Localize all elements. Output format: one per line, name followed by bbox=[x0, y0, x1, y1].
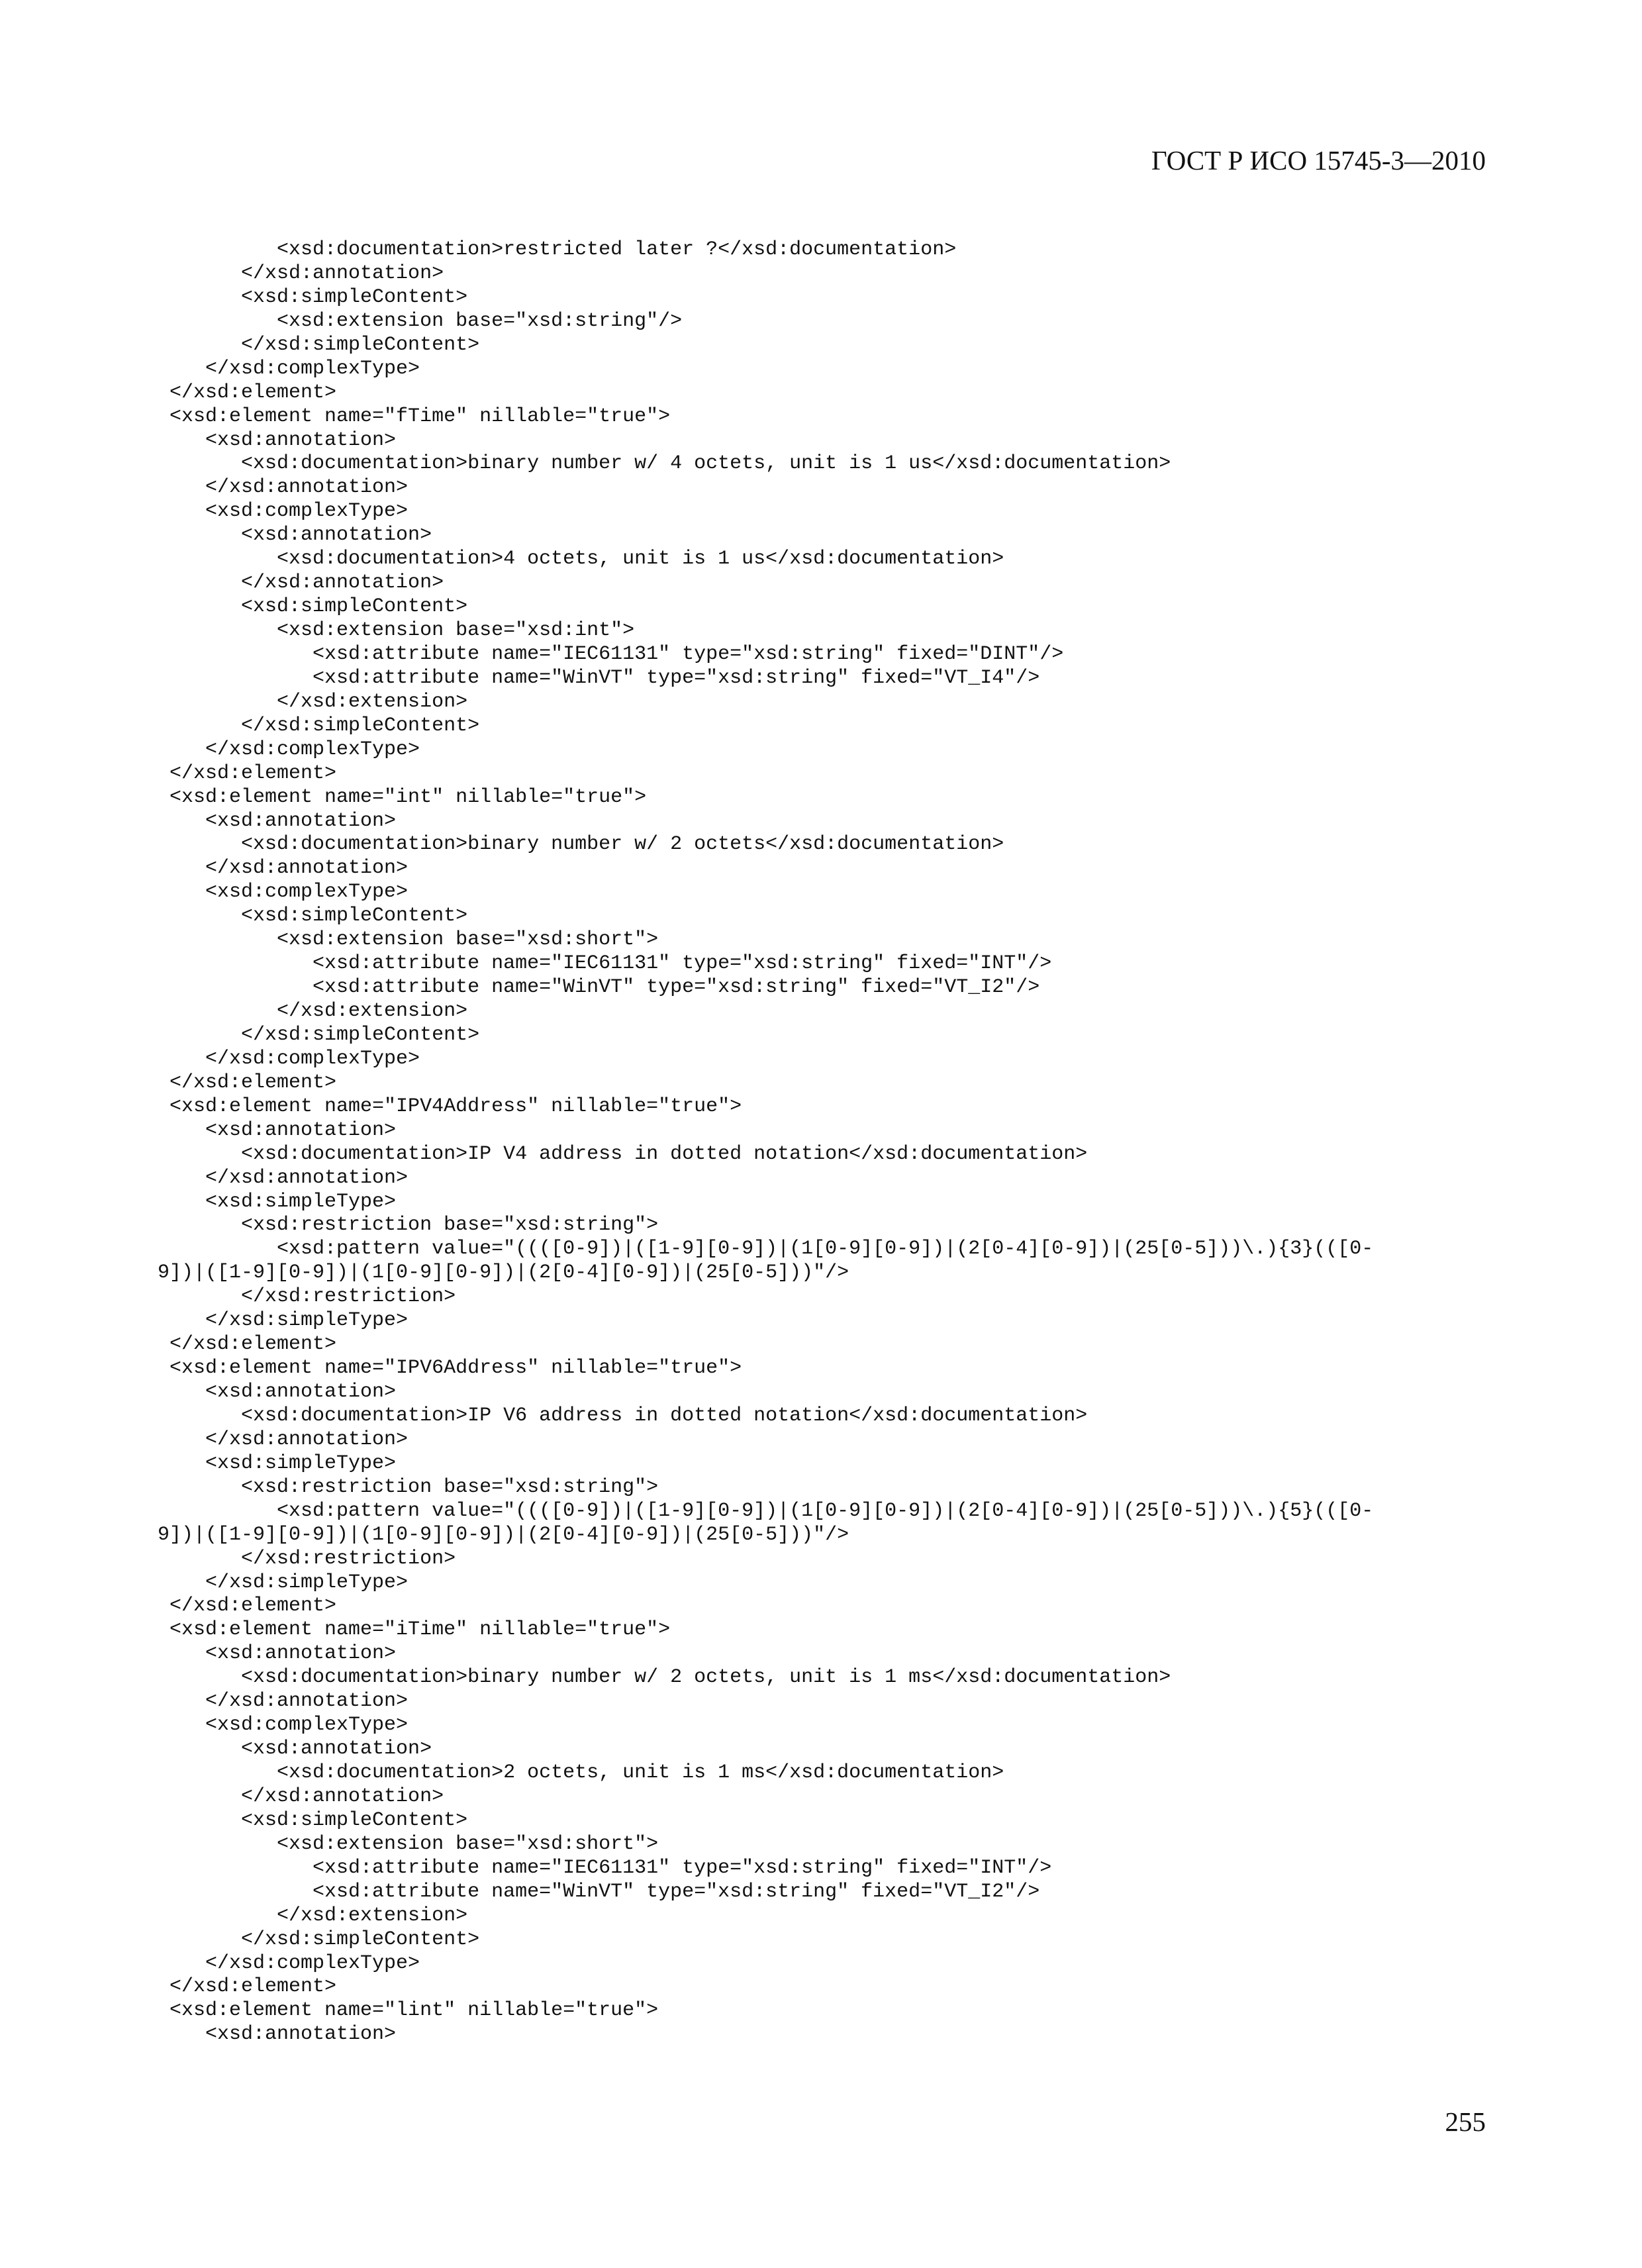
code-line: <xsd:complexType> bbox=[158, 881, 409, 904]
code-line: <xsd:pattern value="((([0-9])|([1-9][0-9])|(1[0-9][0-9])|(2[0-4][0-9])|(25[0-5]))\.){3}(([0- bbox=[158, 1238, 1374, 1261]
code-line: <xsd:simpleContent> bbox=[158, 595, 468, 618]
code-line: </xsd:complexType> bbox=[158, 738, 420, 761]
code-line: </xsd:annotation> bbox=[158, 571, 444, 595]
code-line: </xsd:simpleType> bbox=[158, 1309, 409, 1332]
code-line: <xsd:attribute name="WinVT" type="xsd:string" fixed="VT_I4"/> bbox=[158, 666, 1040, 689]
code-line: </xsd:restriction> bbox=[158, 1285, 456, 1308]
code-line: <xsd:element name="lint" nillable="true"> bbox=[158, 1999, 659, 2022]
code-line: <xsd:annotation> bbox=[158, 809, 397, 832]
code-line: <xsd:complexType> bbox=[158, 500, 409, 523]
code-line: </xsd:element> bbox=[158, 1595, 337, 1618]
code-line: </xsd:annotation> bbox=[158, 857, 409, 880]
code-line: </xsd:extension> bbox=[158, 1904, 468, 1927]
code-line: </xsd:element> bbox=[158, 1975, 337, 1998]
code-line: <xsd:documentation>binary number w/ 2 octets</xsd:documentation> bbox=[158, 833, 1004, 856]
document-header-code: ГОСТ Р ИСО 15745-3—2010 bbox=[1151, 145, 1486, 175]
code-line: </xsd:complexType> bbox=[158, 1047, 420, 1070]
code-line: <xsd:extension base="xsd:short"> bbox=[158, 1832, 659, 1855]
code-line: <xsd:pattern value="((([0-9])|([1-9][0-9])|(1[0-9][0-9])|(2[0-4][0-9])|(25[0-5]))\.){5}(([0- bbox=[158, 1499, 1374, 1522]
xml-schema-code-listing bbox=[158, 238, 1373, 2047]
code-line: <xsd:simpleType> bbox=[158, 1452, 397, 1475]
code-line: <xsd:element name="IPV4Address" nillable="true"> bbox=[158, 1095, 742, 1118]
code-line: <xsd:element name="IPV6Address" nillable="true"> bbox=[158, 1357, 742, 1380]
code-line: <xsd:documentation>IP V6 address in dotted notation</xsd:documentation> bbox=[158, 1404, 1088, 1427]
code-line: </xsd:restriction> bbox=[158, 1547, 456, 1570]
code-line: <xsd:documentation>2 octets, unit is 1 ms</xsd:documentation> bbox=[158, 1761, 1004, 1784]
code-line: <xsd:simpleContent> bbox=[158, 905, 468, 928]
code-line: </xsd:annotation> bbox=[158, 476, 409, 499]
code-line: </xsd:annotation> bbox=[158, 1428, 409, 1451]
code-line: </xsd:annotation> bbox=[158, 1785, 444, 1808]
code-line: <xsd:simpleContent> bbox=[158, 285, 468, 309]
code-line: <xsd:attribute name="IEC61131" type="xsd:string" fixed="DINT"/> bbox=[158, 642, 1064, 666]
code-line: <xsd:annotation> bbox=[158, 1118, 397, 1142]
code-line: 9])|([1-9][0-9])|(1[0-9][0-9])|(2[0-4][0-9])|(25[0-5]))"/> bbox=[158, 1261, 849, 1285]
code-line: <xsd:annotation> bbox=[158, 2023, 397, 2046]
code-line: </xsd:annotation> bbox=[158, 1166, 409, 1189]
code-line: <xsd:simpleType> bbox=[158, 1190, 397, 1213]
code-line: </xsd:element> bbox=[158, 381, 337, 404]
code-line: <xsd:annotation> bbox=[158, 524, 432, 547]
code-line: </xsd:complexType> bbox=[158, 1951, 420, 1975]
code-line: <xsd:complexType> bbox=[158, 1714, 409, 1737]
code-line: <xsd:documentation>binary number w/ 2 octets, unit is 1 ms</xsd:documentation> bbox=[158, 1666, 1171, 1689]
page-number: 255 bbox=[1445, 2106, 1486, 2137]
code-line: <xsd:attribute name="IEC61131" type="xsd:string" fixed="INT"/> bbox=[158, 1856, 1052, 1879]
code-line: </xsd:annotation> bbox=[158, 262, 444, 285]
code-line: <xsd:element name="fTime" nillable="true"> bbox=[158, 405, 671, 428]
code-line: <xsd:documentation>4 octets, unit is 1 us</xsd:documentation> bbox=[158, 548, 1004, 571]
code-line: <xsd:extension base="xsd:string"/> bbox=[158, 309, 683, 332]
code-line: <xsd:attribute name="WinVT" type="xsd:string" fixed="VT_I2"/> bbox=[158, 1880, 1040, 1903]
code-line: </xsd:extension> bbox=[158, 690, 468, 713]
code-line: </xsd:simpleType> bbox=[158, 1571, 409, 1594]
code-line: <xsd:simpleContent> bbox=[158, 1808, 468, 1832]
code-line: <xsd:restriction base="xsd:string"> bbox=[158, 1214, 659, 1237]
code-line: </xsd:simpleContent> bbox=[158, 1023, 480, 1046]
code-line: 9])|([1-9][0-9])|(1[0-9][0-9])|(2[0-4][0-9])|(25[0-5]))"/> bbox=[158, 1523, 849, 1546]
code-line: <xsd:extension base="xsd:int"> bbox=[158, 619, 635, 642]
code-line: </xsd:extension> bbox=[158, 1000, 468, 1022]
code-line: </xsd:complexType> bbox=[158, 357, 420, 380]
code-line: <xsd:attribute name="WinVT" type="xsd:string" fixed="VT_I2"/> bbox=[158, 976, 1040, 999]
code-line: </xsd:element> bbox=[158, 762, 337, 785]
code-line: </xsd:simpleContent> bbox=[158, 1928, 480, 1951]
code-line: <xsd:annotation> bbox=[158, 428, 397, 452]
code-line: <xsd:annotation> bbox=[158, 1642, 397, 1665]
code-line: <xsd:element name="int" nillable="true"> bbox=[158, 785, 647, 809]
code-line: <xsd:documentation>IP V4 address in dotted notation</xsd:documentation> bbox=[158, 1142, 1088, 1165]
code-line: <xsd:extension base="xsd:short"> bbox=[158, 928, 659, 952]
code-line: <xsd:annotation> bbox=[158, 1381, 397, 1403]
code-line: <xsd:element name="iTime" nillable="true"> bbox=[158, 1618, 671, 1642]
code-line: <xsd:attribute name="IEC61131" type="xsd:string" fixed="INT"/> bbox=[158, 952, 1052, 975]
code-line: </xsd:simpleContent> bbox=[158, 333, 480, 356]
code-line: </xsd:simpleContent> bbox=[158, 714, 480, 737]
code-line: </xsd:annotation> bbox=[158, 1690, 409, 1713]
code-line: <xsd:documentation>binary number w/ 4 octets, unit is 1 us</xsd:documentation> bbox=[158, 452, 1171, 475]
code-line: <xsd:annotation> bbox=[158, 1738, 432, 1761]
code-line: <xsd:documentation>restricted later ?</xsd:documentation> bbox=[158, 238, 957, 261]
code-line: </xsd:element> bbox=[158, 1333, 337, 1356]
code-line: </xsd:element> bbox=[158, 1071, 337, 1094]
code-line: <xsd:restriction base="xsd:string"> bbox=[158, 1475, 659, 1499]
